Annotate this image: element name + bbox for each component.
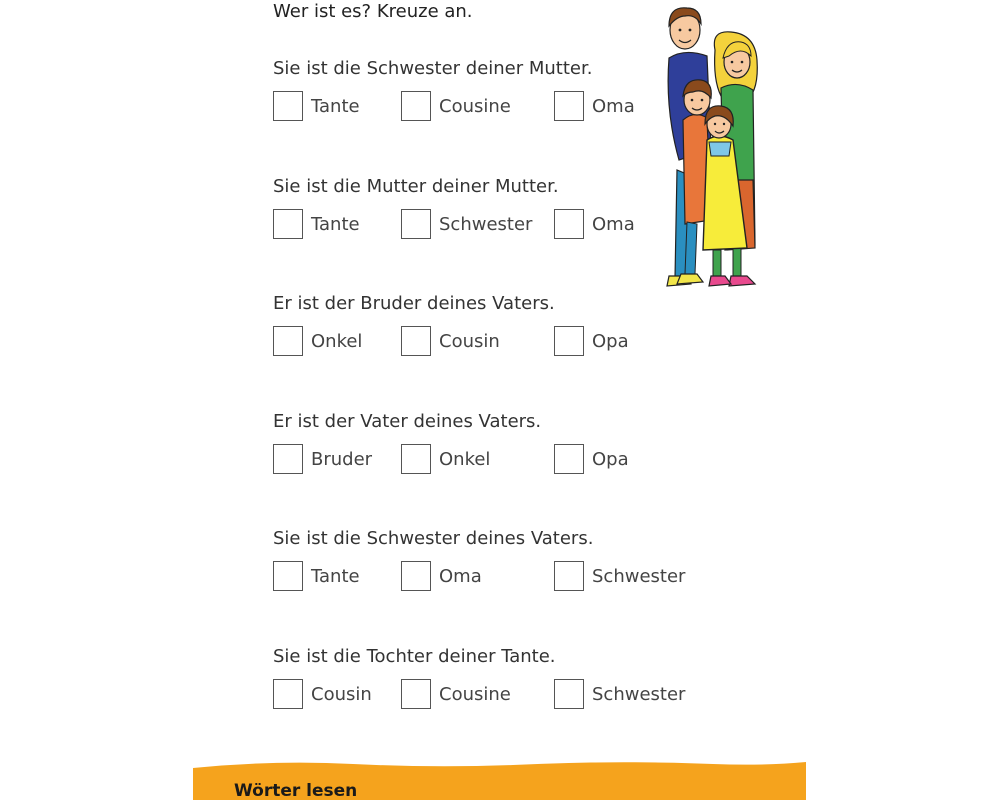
- family-illustration: [655, 0, 770, 295]
- option-cousine[interactable]: [401, 677, 511, 711]
- option-label: Schwester: [439, 213, 533, 235]
- option-label: Onkel: [439, 448, 491, 470]
- checkbox[interactable]: [401, 209, 431, 239]
- checkbox[interactable]: [401, 91, 431, 121]
- option-label: Opa: [592, 448, 629, 470]
- option-opa[interactable]: [554, 324, 629, 358]
- instruction-heading: Wer ist es? Kreuze an.: [273, 1, 473, 22]
- checkbox[interactable]: [401, 679, 431, 709]
- checkbox[interactable]: [554, 326, 584, 356]
- option-label: Tante: [311, 213, 360, 235]
- checkbox[interactable]: [554, 91, 584, 121]
- option-schwester[interactable]: [554, 559, 685, 593]
- checkbox[interactable]: [273, 561, 303, 591]
- option-tante[interactable]: [273, 559, 360, 593]
- option-label: Oma: [592, 213, 635, 235]
- checkbox[interactable]: [401, 444, 431, 474]
- checkbox[interactable]: [554, 679, 584, 709]
- option-label: Schwester: [592, 565, 686, 587]
- option-label: Cousine: [439, 683, 511, 705]
- footer-title: Wörter lesen: [234, 781, 358, 800]
- question-text: Sie ist die Schwester deines Vaters.: [273, 528, 594, 549]
- option-label: Oma: [592, 95, 635, 117]
- checkbox[interactable]: [401, 561, 431, 591]
- checkbox[interactable]: [401, 326, 431, 356]
- option-cousin[interactable]: [401, 324, 500, 358]
- checkbox[interactable]: [554, 209, 584, 239]
- option-label: Tante: [311, 565, 360, 587]
- question-5: [273, 528, 753, 608]
- option-tante[interactable]: [273, 89, 360, 123]
- option-label: Cousine: [439, 95, 511, 117]
- option-cousin[interactable]: [273, 677, 372, 711]
- question-text: Sie ist die Schwester deiner Mutter.: [273, 58, 593, 79]
- option-label: Cousin: [311, 683, 372, 705]
- checkbox[interactable]: [273, 679, 303, 709]
- checkbox[interactable]: [273, 91, 303, 121]
- option-oma[interactable]: [554, 207, 635, 241]
- option-schwester[interactable]: [401, 207, 532, 241]
- option-label: Opa: [592, 330, 629, 352]
- option-opa[interactable]: [554, 442, 629, 476]
- option-label: Schwester: [592, 683, 686, 705]
- option-onkel[interactable]: [401, 442, 490, 476]
- question-text: Er ist der Bruder deines Vaters.: [273, 293, 555, 314]
- question-6: [273, 646, 753, 726]
- checkbox[interactable]: [554, 561, 584, 591]
- option-tante[interactable]: [273, 207, 360, 241]
- option-label: Onkel: [311, 330, 363, 352]
- option-label: Bruder: [311, 448, 373, 470]
- option-onkel[interactable]: [273, 324, 362, 358]
- option-label: Tante: [311, 95, 360, 117]
- checkbox[interactable]: [273, 444, 303, 474]
- question-text: Sie ist die Mutter deiner Mutter.: [273, 176, 559, 197]
- option-label: Cousin: [439, 330, 500, 352]
- option-bruder[interactable]: [273, 442, 372, 476]
- option-cousine[interactable]: [401, 89, 511, 123]
- question-3: [273, 293, 753, 373]
- option-schwester[interactable]: [554, 677, 685, 711]
- question-4: [273, 411, 753, 491]
- question-text: Sie ist die Tochter deiner Tante.: [273, 646, 556, 667]
- checkbox[interactable]: [273, 209, 303, 239]
- checkbox[interactable]: [273, 326, 303, 356]
- option-oma[interactable]: [554, 89, 635, 123]
- option-label: Oma: [439, 565, 482, 587]
- question-text: Er ist der Vater deines Vaters.: [273, 411, 542, 432]
- checkbox[interactable]: [554, 444, 584, 474]
- option-oma[interactable]: [401, 559, 482, 593]
